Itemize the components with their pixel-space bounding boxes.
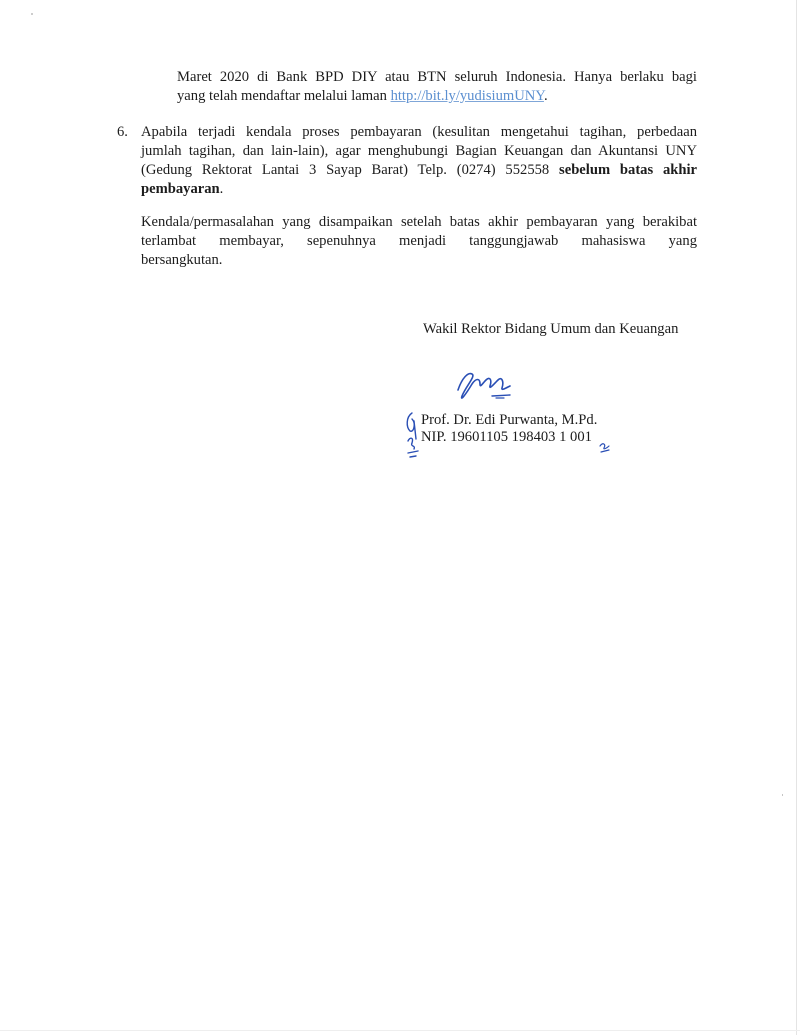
deadline-emphasis: sebelum batas akhir — [559, 162, 698, 178]
scan-speck — [782, 794, 783, 796]
note-line: Kendala/permasalahan yang disampaikan setelah batas akhir pembayaran yang berakibat — [141, 214, 697, 230]
paragraph-line-suffix: . — [543, 88, 548, 104]
paragraph-line — [177, 87, 697, 106]
paragraph-continuation — [177, 68, 697, 106]
list-item-6 — [117, 123, 698, 199]
item-line — [141, 161, 697, 180]
signer-nip: NIP. 19601105 198403 1 001 — [421, 429, 592, 445]
item-line-suffix: . — [219, 181, 224, 197]
paragraph-line-prefix: yang telah mendaftar melalui laman — [177, 88, 387, 104]
scan-edge-right — [796, 0, 797, 1035]
deadline-emphasis-end: pembayaran — [141, 181, 220, 197]
signer-name: Prof. Dr. Edi Purwanta, M.Pd. — [421, 412, 598, 428]
paragraph-line: Maret 2020 di Bank BPD DIY atau BTN seluruh Indonesia. Hanya berlaku bagi — [177, 69, 697, 85]
item-number: 6. — [117, 124, 128, 140]
note-line: bersangkutan. — [141, 252, 223, 268]
handwritten-signature — [452, 360, 532, 412]
scan-speck — [31, 13, 33, 15]
item-line — [141, 180, 697, 199]
signer-block — [421, 412, 597, 446]
item-line: Apabila terjadi kendala proses pembayaran (kesulitan mengetahui tagihan, perbedaan — [141, 124, 697, 140]
scan-edge-bottom — [0, 1030, 800, 1031]
item-line: jumlah tagihan, dan lain-lain), agar menghubungi Bagian Keuangan dan Akuntansi UNY — [141, 143, 697, 159]
item-line-prefix: (Gedung Rektorat Lantai 3 Sayap Barat) Telp. (0274) 552558 — [141, 162, 550, 178]
registration-link[interactable]: http://bit.ly/yudisiumUNY — [390, 88, 544, 104]
note-paragraph — [141, 213, 697, 270]
note-line: terlambat membayar, sepenuhnya menjadi tanggungjawab mahasiswa yang — [141, 233, 697, 249]
handwritten-initial-mark-small — [598, 440, 612, 456]
signatory-title: Wakil Rektor Bidang Umum dan Keuangan — [423, 321, 679, 337]
